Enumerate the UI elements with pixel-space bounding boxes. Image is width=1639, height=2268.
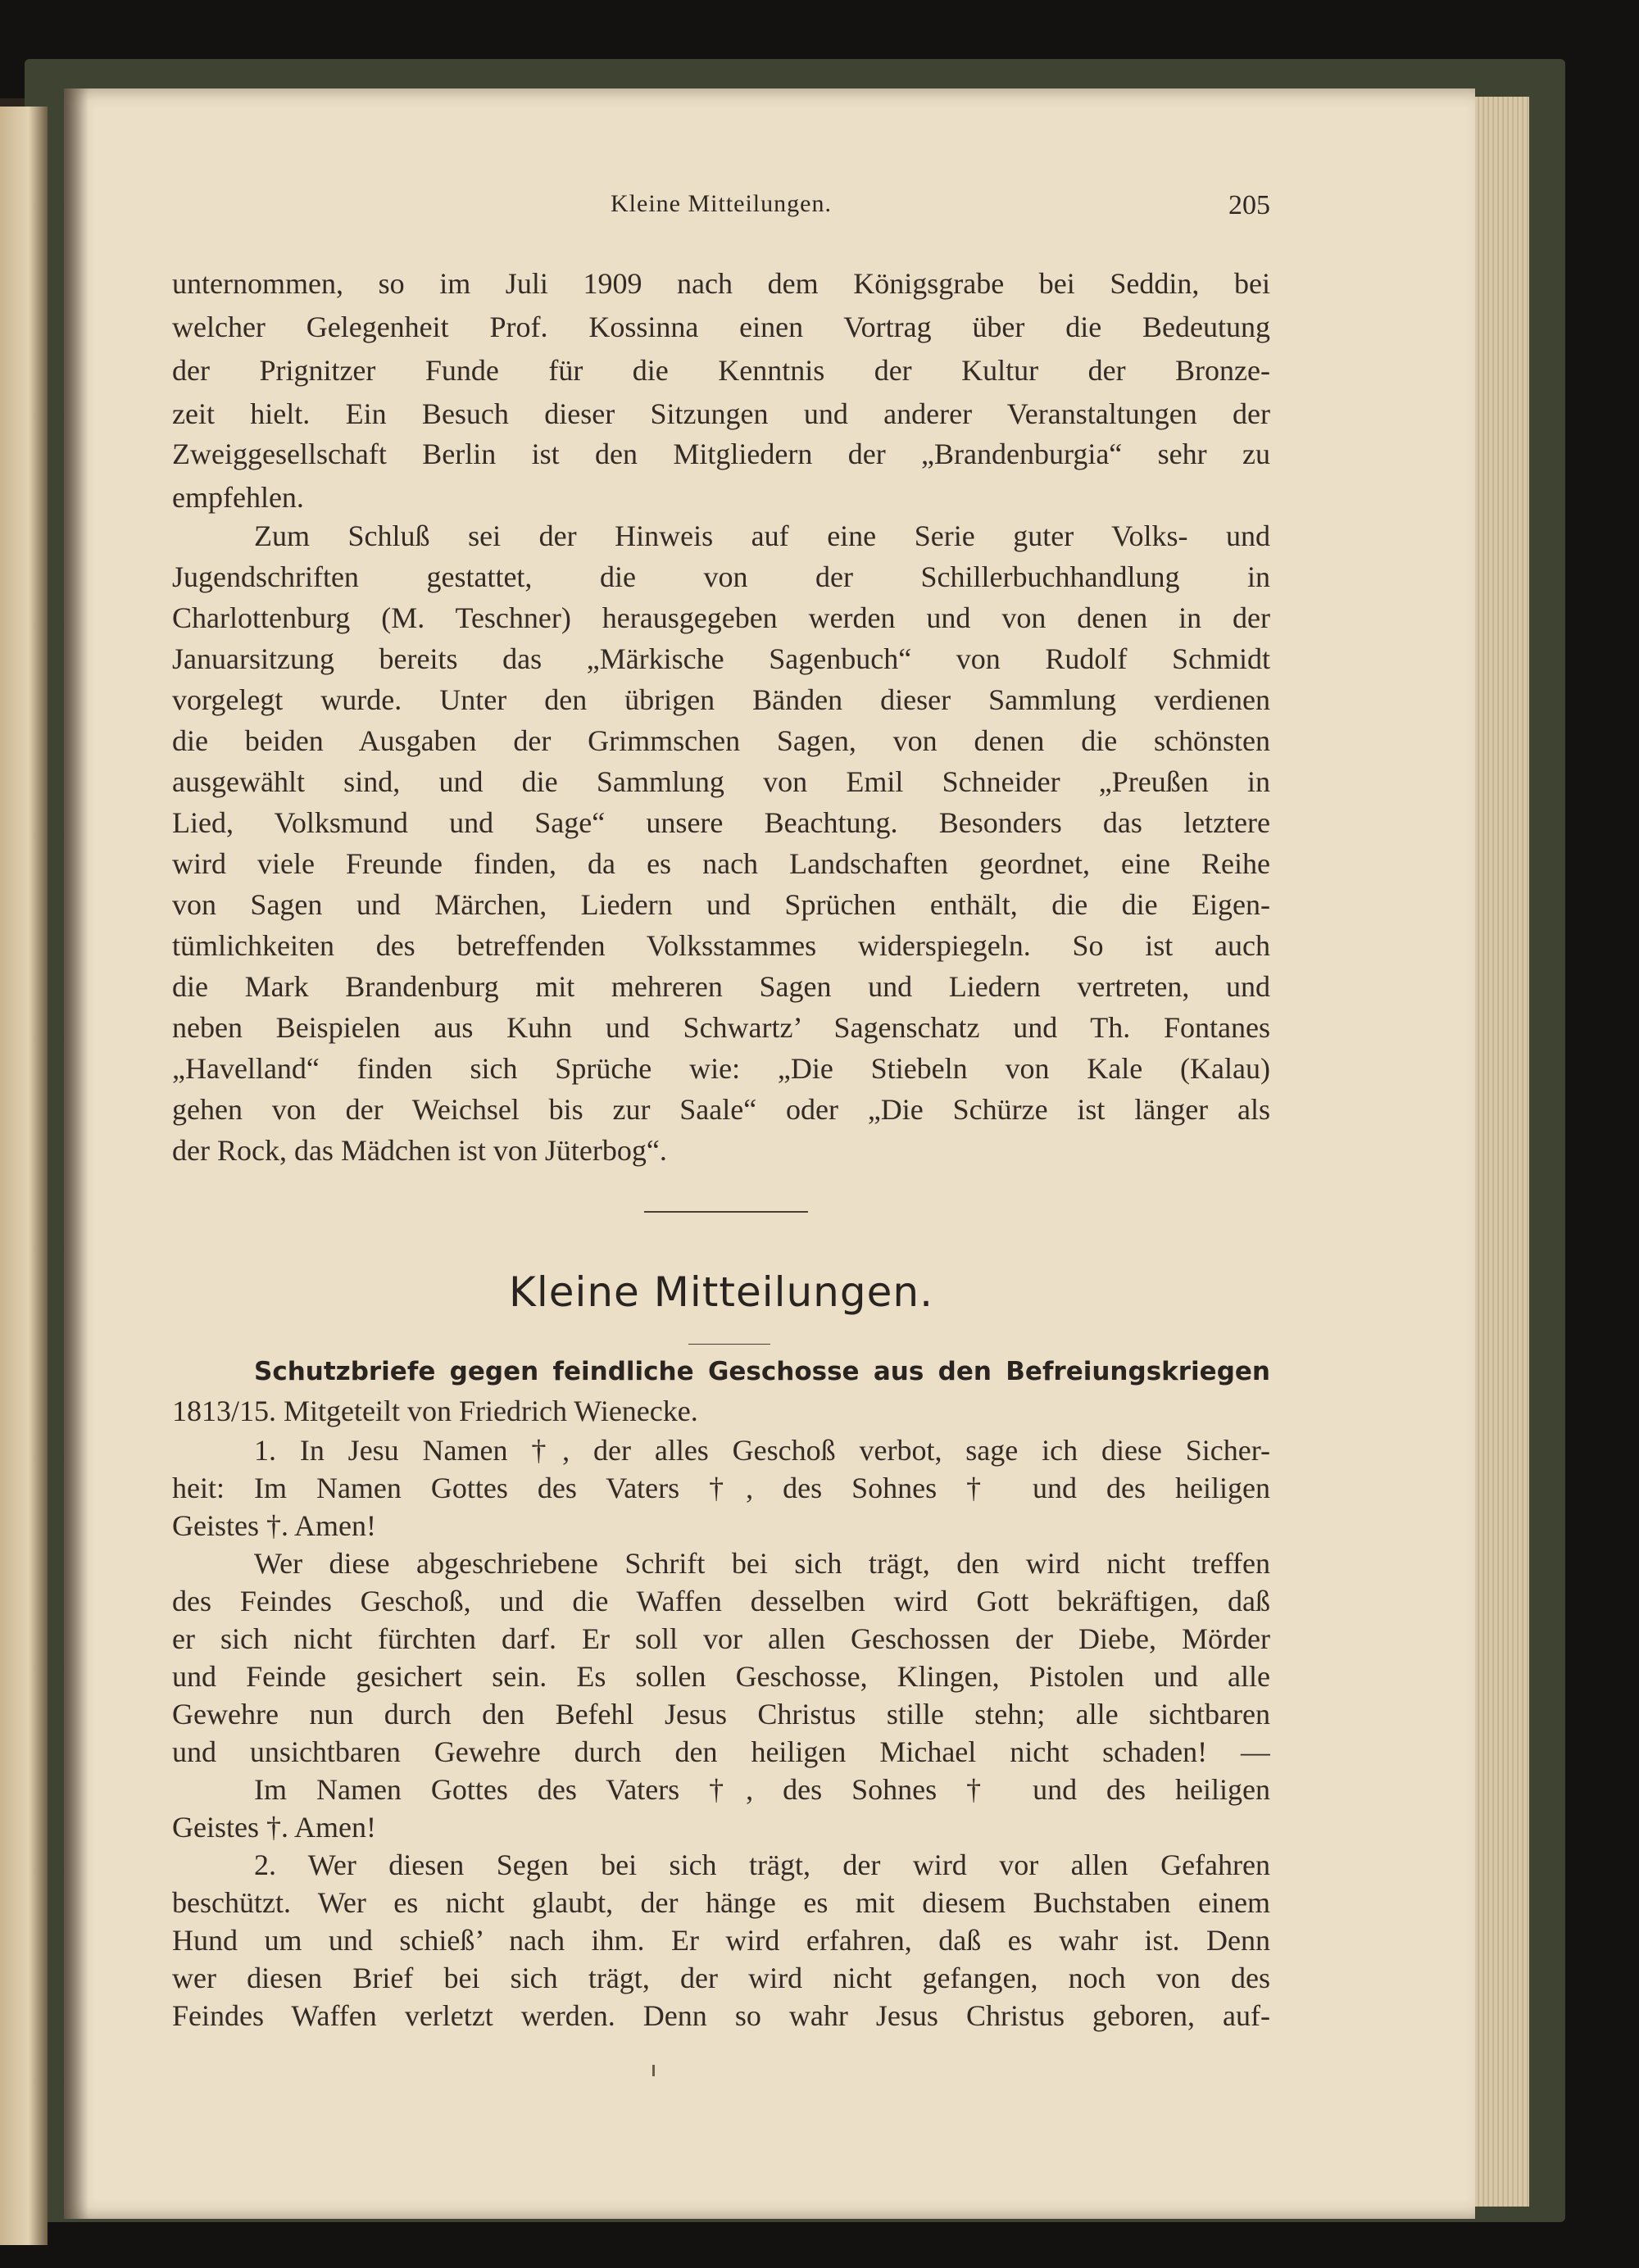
text-line: er sich nicht fürchten darf. Er soll vor allen Geschossen der Diebe, Mörder xyxy=(172,1622,1270,1655)
text-line: welcher Gelegenheit Prof. Kossinna einen Vortrag über die Bedeutung xyxy=(172,311,1270,343)
text-line: Hund um und schieß’ nach ihm. Er wird erfahren, daß es wahr ist. Denn xyxy=(172,1924,1270,1957)
text-line: und unsichtbaren Gewehre durch den heiligen Michael nicht schaden! — xyxy=(172,1735,1270,1768)
text-line: tümlichkeiten des betreffenden Volksstammes widerspiegeln. So ist auch xyxy=(172,929,1270,962)
text-line: empfehlen. xyxy=(172,481,304,514)
text-line: die Mark Brandenburg mit mehreren Sagen und Liedern vertreten, und xyxy=(172,970,1270,1003)
text-line: und Feinde gesichert sein. Es sollen Geschosse, Klingen, Pistolen und alle xyxy=(172,1660,1270,1693)
text-line: der Rock, das Mädchen ist von Jüterbog“. xyxy=(172,1134,667,1167)
text-line: wird viele Freunde finden, da es nach Landschaften geordnet, eine Reihe xyxy=(172,847,1270,880)
text-line: vorgelegt wurde. Unter den übrigen Bänden dieser Sammlung verdienen xyxy=(172,683,1270,716)
text-line: Januarsitzung bereits das „Märkische Sagenbuch“ von Rudolf Schmidt xyxy=(172,642,1270,675)
text-line: 2. Wer diesen Segen bei sich trägt, der wird vor allen Gefahren xyxy=(254,1848,1270,1881)
text-line: ausgewählt sind, und die Sammlung von Emil Schneider „Preußen in xyxy=(172,765,1270,798)
text-line: neben Beispielen aus Kuhn und Schwartz’ Sagenschatz und Th. Fontanes xyxy=(172,1011,1270,1044)
text-line: wer diesen Brief bei sich trägt, der wird nicht gefangen, noch von des xyxy=(172,1962,1270,1994)
text-line: Zweiggesellschaft Berlin ist den Mitgliedern der „Brandenburgia“ sehr zu xyxy=(172,438,1270,470)
page-number: 205 xyxy=(1228,190,1270,220)
text-line: der Prignitzer Funde für die Kenntnis der Kultur der Bronze- xyxy=(172,354,1270,387)
text-line: Charlottenburg (M. Teschner) herausgegeben werden und von denen in der xyxy=(172,601,1270,634)
text-line: Jugendschriften gestattet, die von der Schillerbuchhandlung in xyxy=(172,560,1270,593)
text-line: beschützt. Wer es nicht glaubt, der hänge es mit diesem Buchstaben einem xyxy=(172,1886,1270,1919)
text-line: von Sagen und Märchen, Liedern und Sprüchen enthält, die die Eigen- xyxy=(172,888,1270,921)
text-line: Im Namen Gottes des Vaters †, des Sohnes † und des heiligen xyxy=(254,1773,1270,1806)
text-line: gehen von der Weichsel bis zur Saale“ oder „Die Schürze ist länger als xyxy=(172,1093,1270,1126)
running-title: Kleine Mitteilungen. xyxy=(611,190,832,217)
text-line: die beiden Ausgaben der Grimmschen Sagen, von denen die schönsten xyxy=(172,724,1270,757)
text-line: 1. In Jesu Namen †, der alles Geschoß verbot, sage ich diese Sicher- xyxy=(254,1434,1270,1467)
text-line: unternommen, so im Juli 1909 nach dem Königsgrabe bei Seddin, bei xyxy=(172,267,1270,300)
article-byline: 1813/15. Mitgeteilt von Friedrich Wienecke. xyxy=(172,1395,698,1427)
spine-shadow xyxy=(64,88,89,2219)
text-line: Geistes †. Amen! xyxy=(172,1509,376,1542)
page-mark xyxy=(652,2065,655,2076)
text-line: Zum Schluß sei der Hinweis auf eine Serie guter Volks- und xyxy=(254,519,1270,552)
text-line: Feindes Waffen verletzt werden. Denn so wahr Jesus Christus geboren, auf- xyxy=(172,1999,1270,2032)
text-line: heit: Im Namen Gottes des Vaters †, des Sohnes † und des heiligen xyxy=(172,1472,1270,1504)
text-line: „Havelland“ finden sich Sprüche wie: „Die Stiebeln von Kale (Kalau) xyxy=(172,1052,1270,1085)
section-title: Kleine Mitteilungen. xyxy=(509,1268,933,1316)
section-divider xyxy=(644,1211,808,1213)
title-underline xyxy=(688,1344,770,1345)
running-header xyxy=(172,190,1270,226)
text-line: Gewehre nun durch den Befehl Jesus Christus stille stehn; alle sichtbaren xyxy=(172,1698,1270,1730)
previous-page-edge xyxy=(0,107,48,2245)
article-heading: Schutzbriefe gegen feindliche Geschosse aus den Befreiungskriegen xyxy=(254,1357,1270,1386)
text-line: Geistes †. Amen! xyxy=(172,1811,376,1844)
text-line: des Feindes Geschoß, und die Waffen desselben wird Gott bekräftigen, daß xyxy=(172,1585,1270,1617)
page-fore-edge xyxy=(1475,97,1529,2207)
text-line: zeit hielt. Ein Besuch dieser Sitzungen und anderer Veranstaltungen der xyxy=(172,397,1270,430)
text-line: Lied, Volksmund und Sage“ unsere Beachtung. Besonders das letztere xyxy=(172,806,1270,839)
text-line: Wer diese abgeschriebene Schrift bei sich trägt, den wird nicht treffen xyxy=(254,1547,1270,1580)
